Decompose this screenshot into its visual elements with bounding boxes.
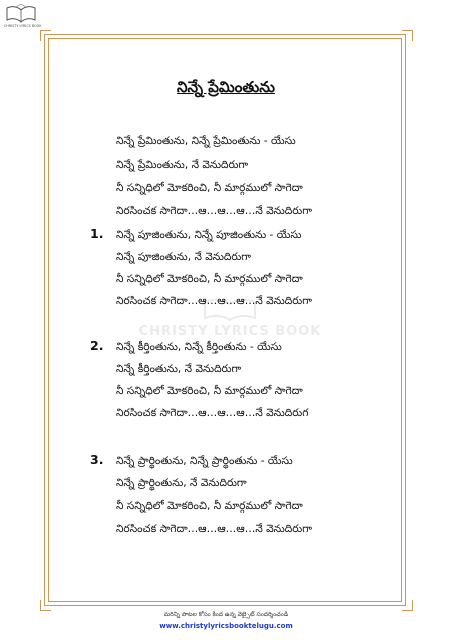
song-title: నిన్నే ప్రేమింతును <box>177 78 275 96</box>
verse-line: నీ సన్నిధిలో మోకరించి, నీ మార్గములో సాగెదా <box>116 385 303 397</box>
website-link[interactable]: www.christylyricsbooktelugu.com <box>159 622 293 630</box>
frame-corner <box>40 30 51 41</box>
chorus-line: నీ సన్నిధిలో మోకరించి, నీ మార్గములో సాగెదా <box>116 182 303 194</box>
frame-corner <box>40 600 51 611</box>
verse-number: 1. <box>90 226 104 241</box>
chorus-line: నిన్నే ప్రేమింతును, నిన్నే ప్రేమింతును - యేసు <box>116 135 296 147</box>
open-book-logo-icon <box>4 4 38 24</box>
verse-line: నిన్నే పూజింతును, నే వెనుదిరుగా <box>116 251 252 263</box>
verse-line: నిన్నే ప్రార్థింతును, నే వెనుదిరుగా <box>116 477 247 489</box>
frame-corner <box>402 30 413 41</box>
chorus-line: నిరసించక సాగెదా…ఆ…ఆ…ఆ…నే వెనుదిరుగా <box>116 205 312 217</box>
verse-number: 2. <box>90 338 104 353</box>
logo-text: CHRISTY LYRICS BOOK <box>4 24 42 28</box>
verse-line: నిరసించక సాగెదా…ఆ…ఆ…ఆ…నే వెనుదిరుగా <box>116 523 312 535</box>
verse-line: నిరసించక సాగెదా…ఆ…ఆ…ఆ…నే వెనుదిరుగ <box>116 407 309 419</box>
verse-number: 3. <box>90 452 104 467</box>
footer-note: మరిన్ని పాటల కోసం కింద ఉన్న వెబ్సైట్ సందర్శించండి <box>163 611 289 618</box>
verse-line: నీ సన్నిధిలో మోకరించి, నీ మార్గములో సాగెదా <box>116 500 303 512</box>
site-logo <box>4 4 42 38</box>
watermark-text: CHRISTY LYRICS BOOK <box>138 324 322 339</box>
verse-line: నిన్నే కీర్తింతును, నిన్నే కీర్తింతును - యేసు <box>116 341 282 353</box>
chorus-line: నిన్నే ప్రేమింతును, నే వెనుదిరుగా <box>116 159 249 171</box>
frame-corner <box>402 600 413 611</box>
verse-line: నిన్నే ప్రార్థింతును, నిన్నే ప్రార్థింతును - యేసు <box>116 455 293 467</box>
verse-line: నీ సన్నిధిలో మోకరించి, నీ మార్గములో సాగెదా <box>116 273 303 285</box>
verse-line: నిన్నే పూజింతును, నిన్నే పూజింతును - యేసు <box>116 229 302 241</box>
verse-line: నిన్నే కీర్తింతును, నే వెనుదిరుగా <box>116 363 242 375</box>
verse-line: నిరసించక సాగెదా…ఆ…ఆ…ఆ…నే వెనుదిరుగా <box>116 295 312 307</box>
